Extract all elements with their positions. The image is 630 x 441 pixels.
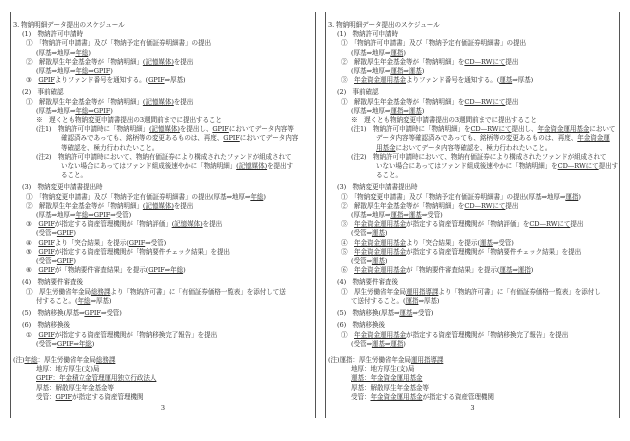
underlined-text: GPIF⇒年総 [148,266,184,275]
text-segment: 厚基：解散厚生年金基金等 [351,383,429,392]
text-line [328,171,617,180]
underlined-text: GPIF [128,238,146,247]
text-segment: 3. 物納明細データ提出のスケジュール [13,21,125,29]
underlined-text: GPIF [212,125,229,134]
text-segment: を提出 [173,97,194,106]
text-segment: (2) 事前確認 [337,88,379,97]
text-segment: (3) 物納変更申請書提出時 [22,183,103,192]
text-line [13,58,313,67]
underlined-text: GPIF：年金積立金管理運用独立行政法人 [36,374,157,383]
text-line [328,49,617,58]
text-segment: よりファンド番号を通知する。( [54,76,149,85]
text-line [328,98,617,107]
text-line [328,67,617,76]
text-segment: ⇒厚基) [90,296,112,305]
text-segment: 受管： [36,392,56,401]
text-segment: 等確認を、極力行われたいこと。 [61,143,159,152]
text-line [328,340,617,349]
text-line [328,193,617,202]
underlined-text: 運基 [371,257,385,266]
text-line [328,239,617,248]
text-line [328,331,617,340]
underlined-text: 運基 [479,238,493,247]
page-content [328,21,617,402]
underlined-text: CD—RWにて [557,162,599,171]
text-line [13,98,313,107]
text-segment: ⇒厚基) [418,296,440,305]
text-segment: 地厚：地方厚生(支)局 [351,365,415,374]
text-line [13,309,313,318]
text-segment: ) [88,48,91,57]
text-segment: ) [110,106,113,115]
text-segment: を提出 [173,201,194,210]
text-line [13,384,313,393]
text-segment: 厚基：解散厚生年金基金等 [36,383,114,392]
text-segment: ※ 遅くとも物納変更申請書提出の3週間前までに提出すること [36,116,222,125]
text-segment: (6) 物納移換後 [337,321,386,330]
text-line [13,248,313,257]
text-segment: を提出す [267,162,294,171]
text-segment: ③ [26,220,39,229]
underlined-text: 運指⇒運基 [390,67,422,76]
text-line [328,374,617,383]
text-segment: 確認済みであっても、銘柄等の変更あるものは、再度、 [61,134,224,143]
text-segment: が指定する資産管理機関が「物納要件チェック結果」を提出 [54,247,230,256]
text-segment: (受管⇒ [351,339,372,348]
text-segment: においてデータ内容 [239,134,299,143]
text-segment: (注) [13,355,25,364]
text-line [13,202,313,211]
text-segment: 提出 [505,57,519,66]
text-segment: て送付すること。( [351,296,406,305]
text-line [328,321,617,330]
text-segment: ること。 [376,171,402,180]
text-segment: ) [384,229,388,238]
underlined-text: GPIF [223,134,240,143]
underlined-text: 年金資金運用基金 [537,125,590,134]
underlined-text: 運指 [565,192,579,201]
text-segment: (1) 物納許可申請時 [337,30,398,39]
underlined-text: GPIF [38,220,55,229]
text-line [13,67,313,76]
text-segment: ⑥ [341,266,354,275]
text-segment: (受管⇒ [36,229,57,238]
underlined-text: 年総 [77,296,91,305]
text-segment: ること。 [61,171,87,180]
text-segment: ⑤ [341,247,354,256]
text-line [328,88,617,97]
text-line [13,393,313,402]
text-segment: (厚基⇒地厚⇒ [36,48,76,57]
text-line [13,331,313,340]
text-segment: (6) 物納移換後 [22,321,71,330]
underlined-text: CD—RWにて [464,57,506,66]
text-segment: が指定する資産管理機関が「物納移換完了報告」を提出 [405,330,569,339]
text-segment: が指定する資産管理機関が「物納要件チェック結果」を提出 [405,247,582,256]
text-line [328,144,617,153]
text-line [328,309,617,318]
underlined-text: 運基⇒運指 [371,339,404,348]
underlined-text: (記憶媒体) [142,97,174,106]
text-line [13,278,313,287]
underlined-text: GPIF [38,76,55,85]
text-segment: ③ [341,220,354,229]
text-segment: (注1) 物納許可申請時に「物納明細」 [36,125,149,134]
text-segment: ① 解散厚生年金基金等が「物納明細」 [26,97,143,106]
underlined-text: 運基 [399,309,413,318]
text-segment: ⑤ [26,247,39,256]
underlined-text: GPIF [38,330,55,339]
text-segment: (受管⇒ [36,257,57,266]
text-line [13,162,313,171]
text-line [328,365,617,374]
text-line [328,297,617,306]
text-line [13,76,313,85]
text-segment: ) [110,67,113,76]
text-line [328,58,617,67]
text-line [13,365,313,374]
text-segment: より「突合結果」を提示( [54,238,129,247]
text-segment: (3) 物納変更申請書提出時 [337,183,418,192]
text-segment: いない場合にあってはファンド組成後速やかに「物納明細」 [61,162,237,171]
text-segment: ④ [341,238,354,247]
text-segment: (厚基⇒地厚⇒ [351,106,391,115]
underlined-text: 年金資金運用基金 [354,76,406,85]
text-segment: よりファンド番号を通知する。( [405,76,500,85]
underlined-text: 総務課 [95,355,116,364]
underlined-text: (記憶媒体) [171,220,203,229]
text-segment: が指定する資産管理機関 [422,392,494,401]
text-line [328,153,617,162]
underlined-text: (記憶媒体) [142,201,174,210]
text-segment: 提出し、 [511,125,538,134]
underlined-text: 総務課 [90,287,111,296]
text-line [328,384,617,393]
underlined-text: GPIF [148,76,165,85]
text-segment: 提出 [570,220,584,229]
text-segment: が指定する資産管理機関が「物納評価」 [54,220,172,229]
text-line [13,356,313,365]
underlined-text: 年総⇒GPIF [75,106,111,115]
text-line [13,193,313,202]
text-line [328,278,617,287]
document-page-original [10,12,316,418]
text-segment: を提出 [173,57,194,66]
text-line [13,229,313,238]
text-segment: が指定する資産管理機関が「物納評価」を [405,220,530,229]
text-line [328,39,617,48]
underlined-text: GPIF [38,266,55,275]
underlined-text: 年金資金運 [577,134,610,143]
text-segment: (4) 物納要件審査後 [22,278,83,287]
underlined-text: 年金資金運用基金 [354,247,406,256]
text-segment: ⇒受管) [492,238,514,247]
text-line [328,229,617,238]
text-line [328,393,617,402]
text-line [13,239,313,248]
text-segment: ) [578,192,581,201]
text-segment: が指定する資産管理機関 [71,392,144,401]
text-line [328,134,617,143]
text-segment: を提出 [202,220,223,229]
underlined-text: 運基 [499,76,513,85]
text-line [328,356,617,365]
text-line [13,211,313,220]
text-segment: ⇒受管) [412,309,434,318]
underlined-text: 年総 [24,355,38,364]
text-segment: (厚基⇒地厚⇒ [36,211,76,220]
underlined-text: 年総⇒GPIF [75,67,111,76]
text-segment: 3. 物納明細データ提出のスケジュール [328,21,440,29]
text-segment: が「物納要件審査結果」を提示( [405,266,500,275]
underlined-text: 運指⇒運基 [390,106,422,115]
underlined-text: (記憶媒体) [236,162,268,171]
text-segment: ① [26,330,39,339]
page-number: 3 [470,403,475,412]
text-segment: ② 解散厚生年金基金等が「物納明細」 [26,201,143,210]
text-segment: が「物納要件審査結果」を提示( [54,266,149,275]
text-segment: データ内容等確認済みであっても、銘柄等の変更あるものは、再度、 [376,134,578,143]
underlined-text: 年総 [250,192,264,201]
text-line [13,49,313,58]
text-segment: が指定する資産管理機関が「物納移換完了報告」を提出 [54,330,218,339]
underlined-text: 運用指導課 [405,287,439,296]
text-segment: ② 解散厚生年金基金等が「物納明細」を [341,57,465,66]
text-segment: ② 解散厚生年金基金等が「物納明細」を [341,201,465,210]
text-segment: ① [341,330,354,339]
text-segment: ① 「物納許可申請書」及び「物納予定有価証券明細書」の提出 [341,39,527,48]
text-segment: 地厚：地方厚生(支)局 [36,365,100,374]
underlined-text: CD—RWにて [464,97,506,106]
text-segment: 受管： [351,392,371,401]
text-line [328,257,617,266]
text-line [13,107,313,116]
text-segment: (厚基⇒地厚⇒ [36,67,76,76]
underlined-text: 用基金 [376,143,396,152]
text-segment: (受管⇒ [36,339,57,348]
text-line [13,116,313,125]
text-segment: ① 「物納変更申請書」及び「物納予定有価証券明細書」の提出(厚基⇒地厚⇒ [26,192,251,201]
text-line [13,183,313,192]
text-segment: においてデータ内容等確認を、極力行われたいこと。 [395,143,552,152]
text-segment: より「突合結果」を提示( [405,238,480,247]
underlined-text: GPIF [56,229,74,238]
text-segment: においてデータ内容等 [228,125,294,134]
text-segment: 提出 [505,97,519,106]
text-segment: ⇒受管) [145,238,167,247]
underlined-text: 運指⇒運基 [390,211,422,220]
text-segment: ) [421,67,425,76]
underlined-text: GPIF [55,392,72,401]
text-segment: ⇒厚基) [512,76,534,85]
underlined-text: 運基：年金資金運用基金 [351,374,423,383]
text-segment: (厚基⇒地厚⇒ [36,106,76,115]
text-line [328,183,617,192]
text-line [13,374,313,383]
text-segment: ⑥ [26,266,39,275]
text-line [328,266,617,275]
text-segment: ① 解散厚生年金基金等が「物納明細」を [341,97,465,106]
text-segment: ⇒受管) [421,211,443,220]
text-line [328,248,617,257]
text-segment: ) [421,106,425,115]
text-segment: ⇒厚基) [164,76,186,85]
underlined-text: 年金資金運用基金 [354,220,406,229]
text-line [328,107,617,116]
text-line [328,162,617,171]
text-segment: ) [73,257,76,266]
text-segment: (5) 物納移換(厚基⇒ [337,309,400,318]
text-segment: ) [403,48,406,57]
text-line [13,144,313,153]
text-segment: より「物納許可書」に「有価証券価格一覧表」を添付し [438,287,601,296]
text-segment: ) [263,192,266,201]
text-segment: (1) 物納許可申請時 [22,30,83,39]
text-segment: ) [403,339,406,348]
underlined-text: GPIF [38,238,55,247]
text-line [328,21,617,30]
text-segment: (注2) 物納許可申請時において、物納有価証券により構成されたファンドが組成されて [351,152,607,161]
text-segment: (注1) 物納許可申請時に「物納明細」を [351,125,471,134]
text-segment: ① 厚生労働省年金局 [26,287,91,296]
text-line [13,297,313,306]
text-line [13,21,313,30]
text-line [13,321,313,330]
text-segment: (5) 物納移換(厚基⇒ [22,309,85,318]
text-line [328,76,617,85]
text-line [13,266,313,275]
text-segment: (厚基⇒地厚⇒ [351,211,391,220]
text-segment: ② 解散厚生年金基金等が「物納明細」 [26,57,143,66]
text-segment: ⇒受管) [110,211,132,220]
text-segment: ③ [341,76,354,85]
underlined-text: GPIF [56,257,74,266]
text-segment: ) [530,266,534,275]
text-segment: ) [183,266,186,275]
underlined-text: (記憶媒体) [148,125,180,134]
text-segment: (受管⇒ [351,229,372,238]
text-segment: ④ [26,238,39,247]
underlined-text: 年金資金運用基金 [370,392,423,401]
text-segment: (2) 事前確認 [22,88,64,97]
underlined-text: GPIF [84,309,101,318]
underlined-text: 年金資金運用基金 [354,330,406,339]
text-line [13,257,313,266]
text-segment: ① 「物納許可申請書」及び「物納予定有価証券明細書」の提出 [26,39,212,48]
text-segment: 付すること。( [36,296,78,305]
underlined-text: 年金資金運用基金 [354,238,406,247]
page-content [13,21,313,402]
text-segment: ) [384,257,388,266]
underlined-text: 運基⇒運指 [499,266,531,275]
text-segment: ① 厚生労働省年金局 [341,287,406,296]
text-segment: (4) 物納要件審査後 [337,278,398,287]
underlined-text: 運指 [405,296,419,305]
text-segment: いない場合にあってはファンド組成後速やかに「物納明細」を [376,162,558,171]
text-segment: (厚基⇒地厚⇒ [351,48,391,57]
text-line [13,134,313,143]
text-segment: ③ [26,76,39,85]
text-segment: において [589,125,616,134]
underlined-text: GPIF [38,247,55,256]
text-segment: を提出し、 [179,125,213,134]
text-segment: (注2) 物納許可申請時において、物納有価証券により構成されたファンドが組成されて [36,152,292,161]
text-segment: ：厚生労働省年金局 [37,355,96,364]
underlined-text: CD—RWにて [470,125,512,134]
underlined-text: 年総 [75,48,89,57]
text-segment: より「物納許可書」に「有価証券価格一覧表」を添付して送 [110,287,286,296]
text-line [328,288,617,297]
text-line [13,88,313,97]
underlined-text: CD—RWにて [529,220,571,229]
page-number: 3 [160,403,166,412]
underlined-text: 年総⇒GPIF [75,211,111,220]
underlined-text: 運指 [390,48,404,57]
text-segment: ) [91,339,95,348]
text-segment: (注)運指：厚生労働省年金局 [328,355,411,364]
text-segment: ① 「物納変更申請書」及び「物納予定有価証券明細書」の提出(厚基⇒地厚⇒ [341,192,566,201]
text-line [13,153,313,162]
text-segment: 提出 [505,201,519,210]
underlined-text: GPIF⇒年総 [56,339,92,348]
underlined-text: CD—RWにて [464,201,506,210]
text-line [328,211,617,220]
text-segment: 提出す [598,162,619,171]
text-segment: ※ 遅くとも物納変更申請書提出の3週間前までに提出すること [351,116,537,125]
underlined-text: 運用指導課 [410,355,444,364]
text-segment: ⇒受管) [100,309,122,318]
text-line [13,340,313,349]
text-line [13,288,313,297]
text-line [13,39,313,48]
underlined-text: 年金資金運用基金 [354,266,406,275]
text-line [328,116,617,125]
text-line [328,202,617,211]
text-segment: (受管⇒ [351,257,372,266]
text-line [13,171,313,180]
text-segment: (厚基⇒地厚⇒ [351,67,391,76]
text-segment: ) [73,229,76,238]
underlined-text: 運基 [371,229,385,238]
underlined-text: (記憶媒体) [142,57,174,66]
document-page-revised [325,12,620,418]
